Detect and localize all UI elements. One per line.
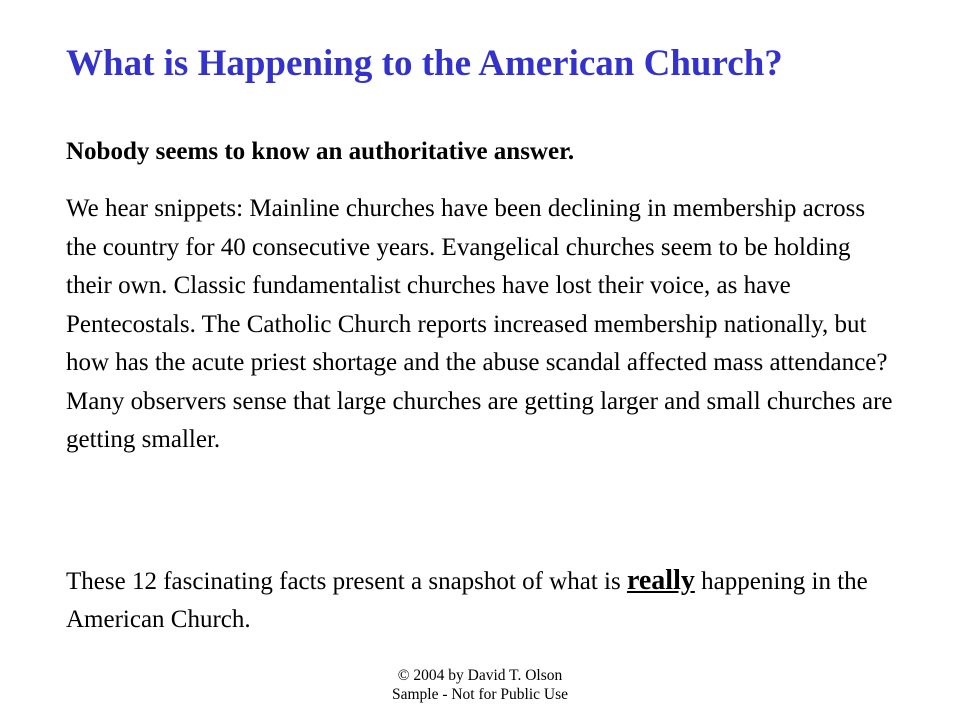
footer-notice: Sample - Not for Public Use [391, 686, 569, 703]
slide-title: What is Happening to the American Church? [66, 43, 783, 84]
body-paragraph: We hear snippets: Mainline churches have been declining in membership across the country for 40 consecutive years. Evangelical churches seem to be holding their own. Classic fundamentalist churches have lost their voice, as have Pentecostals. The Catholic Church reports increased membership nationally, but how has the acute priest shortage and the abuse scandal affected mass attendance? Many observers sense that large churches are getting larger and small churches are getting smaller. [66, 195, 893, 453]
emphasis-really: really [626, 565, 695, 596]
lead-statement: Nobody seems to know an authoritative answer. [66, 138, 575, 165]
footer [0, 666, 960, 704]
footer-copyright: © 2004 by David T. Olson [397, 667, 563, 684]
closing-paragraph [66, 562, 896, 639]
closing-text-after: happening in the American Church. [66, 568, 868, 633]
closing-text-before: These 12 fascinating facts present a snapshot of what is [66, 568, 627, 595]
